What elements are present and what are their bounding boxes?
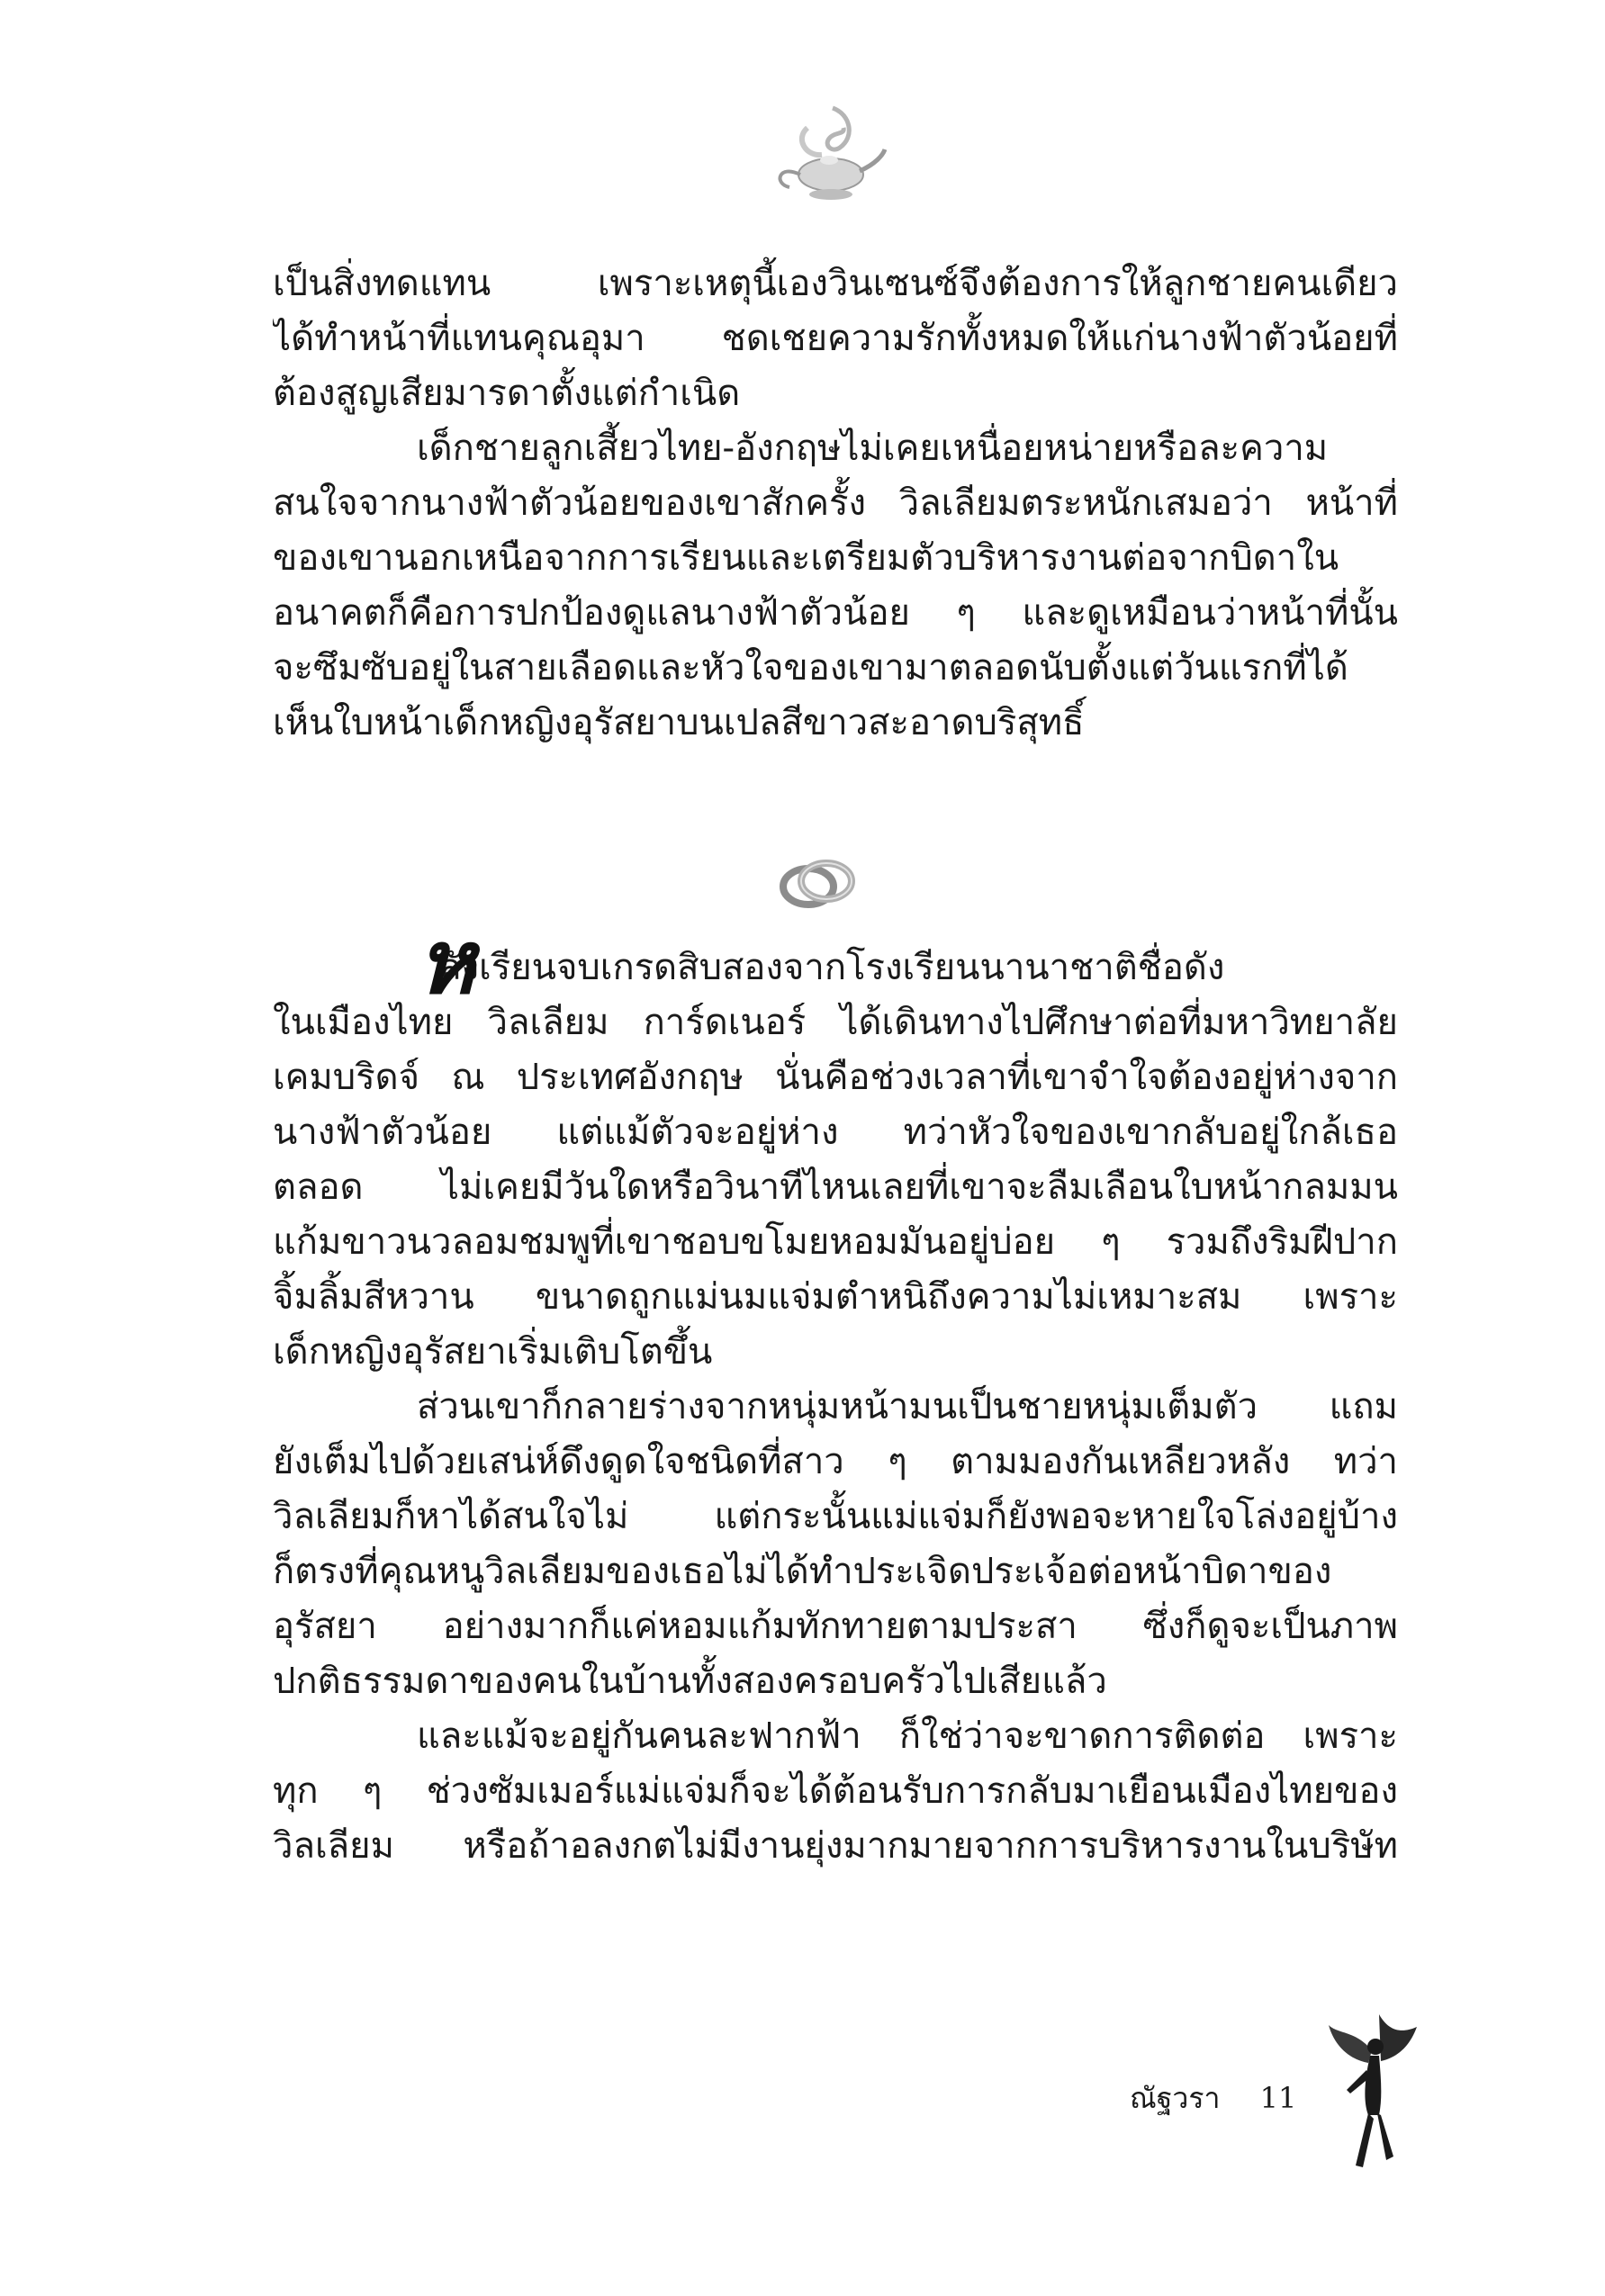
- drop-cap: ห: [417, 941, 475, 995]
- text-line-drop: [273, 941, 1398, 995]
- text-line: อุรัสยา อย่างมากก็แค่หอมแก้มทักทายตามประสา ซึ่งก็ดูจะเป็นภาพ: [273, 1606, 1398, 1647]
- text-line: ทุก ๆ ช่วงซัมเมอร์แม่แจ่มก็จะได้ต้อนรับการกลับมาเยือนเมืองไทยของ: [273, 1770, 1398, 1812]
- first-line-text: ลังเรียนจบเกรดสิบสองจากโรงเรียนนานาชาติชื่อดัง: [439, 947, 1225, 988]
- text-line: วิลเลียม หรือถ้าอลงกตไม่มีงานยุ่งมากมายจากการบริหารงานในบริษัท: [273, 1825, 1398, 1867]
- fairy-icon: [1323, 2007, 1422, 2178]
- text-line: ต้องสูญเสียมารดาตั้งแต่กำเนิด: [273, 373, 741, 414]
- text-line: นางฟ้าตัวน้อย แต่แม้ตัวจะอยู่ห่าง ทว่าหัวใจของเขากลับอยู่ใกล้เธอ: [273, 1112, 1398, 1153]
- page-number: 11: [1259, 2081, 1297, 2115]
- text-line: สนใจจากนางฟ้าตัวน้อยของเขาสักครั้ง วิลเลียมตระหนักเสมอว่า หน้าที่: [273, 482, 1398, 524]
- text-line: และแม้จะอยู่กันคนละฟากฟ้า ก็ใช่ว่าจะขาดการติดต่อ เพราะ: [417, 1715, 1398, 1757]
- wedding-rings-icon: [774, 851, 860, 918]
- paragraph-block-b: [273, 941, 1398, 1874]
- text-line: ยังเต็มไปด้วยเสน่ห์ดึงดูดใจชนิดที่สาว ๆ ตามมองกันเหลียวหลัง ทว่า: [273, 1441, 1398, 1482]
- magic-lamp-icon: [770, 101, 887, 218]
- text-line: วิลเลียมก็หาได้สนใจไม่ แต่กระนั้นแม่แจ่มก็ยังพอจะหายใจโล่งอยู่บ้าง: [273, 1496, 1398, 1537]
- text-line: ตลอด ไม่เคยมีวันใดหรือวินาทีไหนเลยที่เขาจะลืมเลือนใบหน้ากลมมน: [273, 1166, 1398, 1208]
- paragraph-block-a: [273, 257, 1398, 751]
- text-line: ก็ตรงที่คุณหนูวิลเลียมของเธอไม่ได้ทำประเจิดประเจ้อต่อหน้าบิดาของ: [273, 1551, 1332, 1592]
- text-line: ได้ทำหน้าที่แทนคุณอุมา ชดเชยความรักทั้งหมดให้แก่นางฟ้าตัวน้อยที่: [273, 318, 1398, 359]
- text-line: ปกติธรรมดาของคนในบ้านทั้งสองครอบครัวไปเสียแล้ว: [273, 1661, 1107, 1702]
- text-line: อนาคตก็คือการปกป้องดูแลนางฟ้าตัวน้อย ๆ และดูเหมือนว่าหน้าที่นั้น: [273, 592, 1398, 634]
- text-line: เห็นใบหน้าเด็กหญิงอุรัสยาบนเปลสีขาวสะอาดบริสุทธิ์: [273, 702, 1085, 743]
- text-line: ของเขานอกเหนือจากการเรียนและเตรียมตัวบริหารงานต่อจากบิดาใน: [273, 537, 1339, 579]
- text-line: ส่วนเขาก็กลายร่างจากหนุ่มหน้ามนเป็นชายหนุ่มเต็มตัว แถม: [417, 1386, 1398, 1427]
- text-line: เด็กชายลูกเสี้ยวไทย-อังกฤษไม่เคยเหนื่อยหน่ายหรือละความ: [417, 428, 1329, 469]
- author-name: ณัฐวรา: [1130, 2081, 1221, 2115]
- text-line: เด็กหญิงอุรัสยาเริ่มเติบโตขึ้น: [273, 1331, 713, 1373]
- text-line: เคมบริดจ์ ณ ประเทศอังกฤษ นั่นคือช่วงเวลาที่เขาจำใจต้องอยู่ห่างจาก: [273, 1057, 1398, 1098]
- text-line: แก้มขาวนวลอมชมพูที่เขาชอบขโมยหอมมันอยู่บ่อย ๆ รวมถึงริมฝีปาก: [273, 1221, 1398, 1263]
- text-line: ในเมืองไทย วิลเลียม การ์ดเนอร์ ได้เดินทางไปศึกษาต่อที่มหาวิทยาลัย: [273, 1002, 1398, 1043]
- page-footer: [1130, 2075, 1296, 2121]
- text-line: จิ้มลิ้มสีหวาน ขนาดถูกแม่นมแจ่มตำหนิถึงความไม่เหมาะสม เพราะ: [273, 1276, 1398, 1318]
- text-line: จะซึมซับอยู่ในสายเลือดและหัวใจของเขามาตลอดนับตั้งแต่วันแรกที่ได้: [273, 647, 1348, 689]
- text-line: เป็นสิ่งทดแทน เพราะเหตุนี้เองวินเซนซ์จึงต้องการให้ลูกชายคนเดียว: [273, 263, 1398, 304]
